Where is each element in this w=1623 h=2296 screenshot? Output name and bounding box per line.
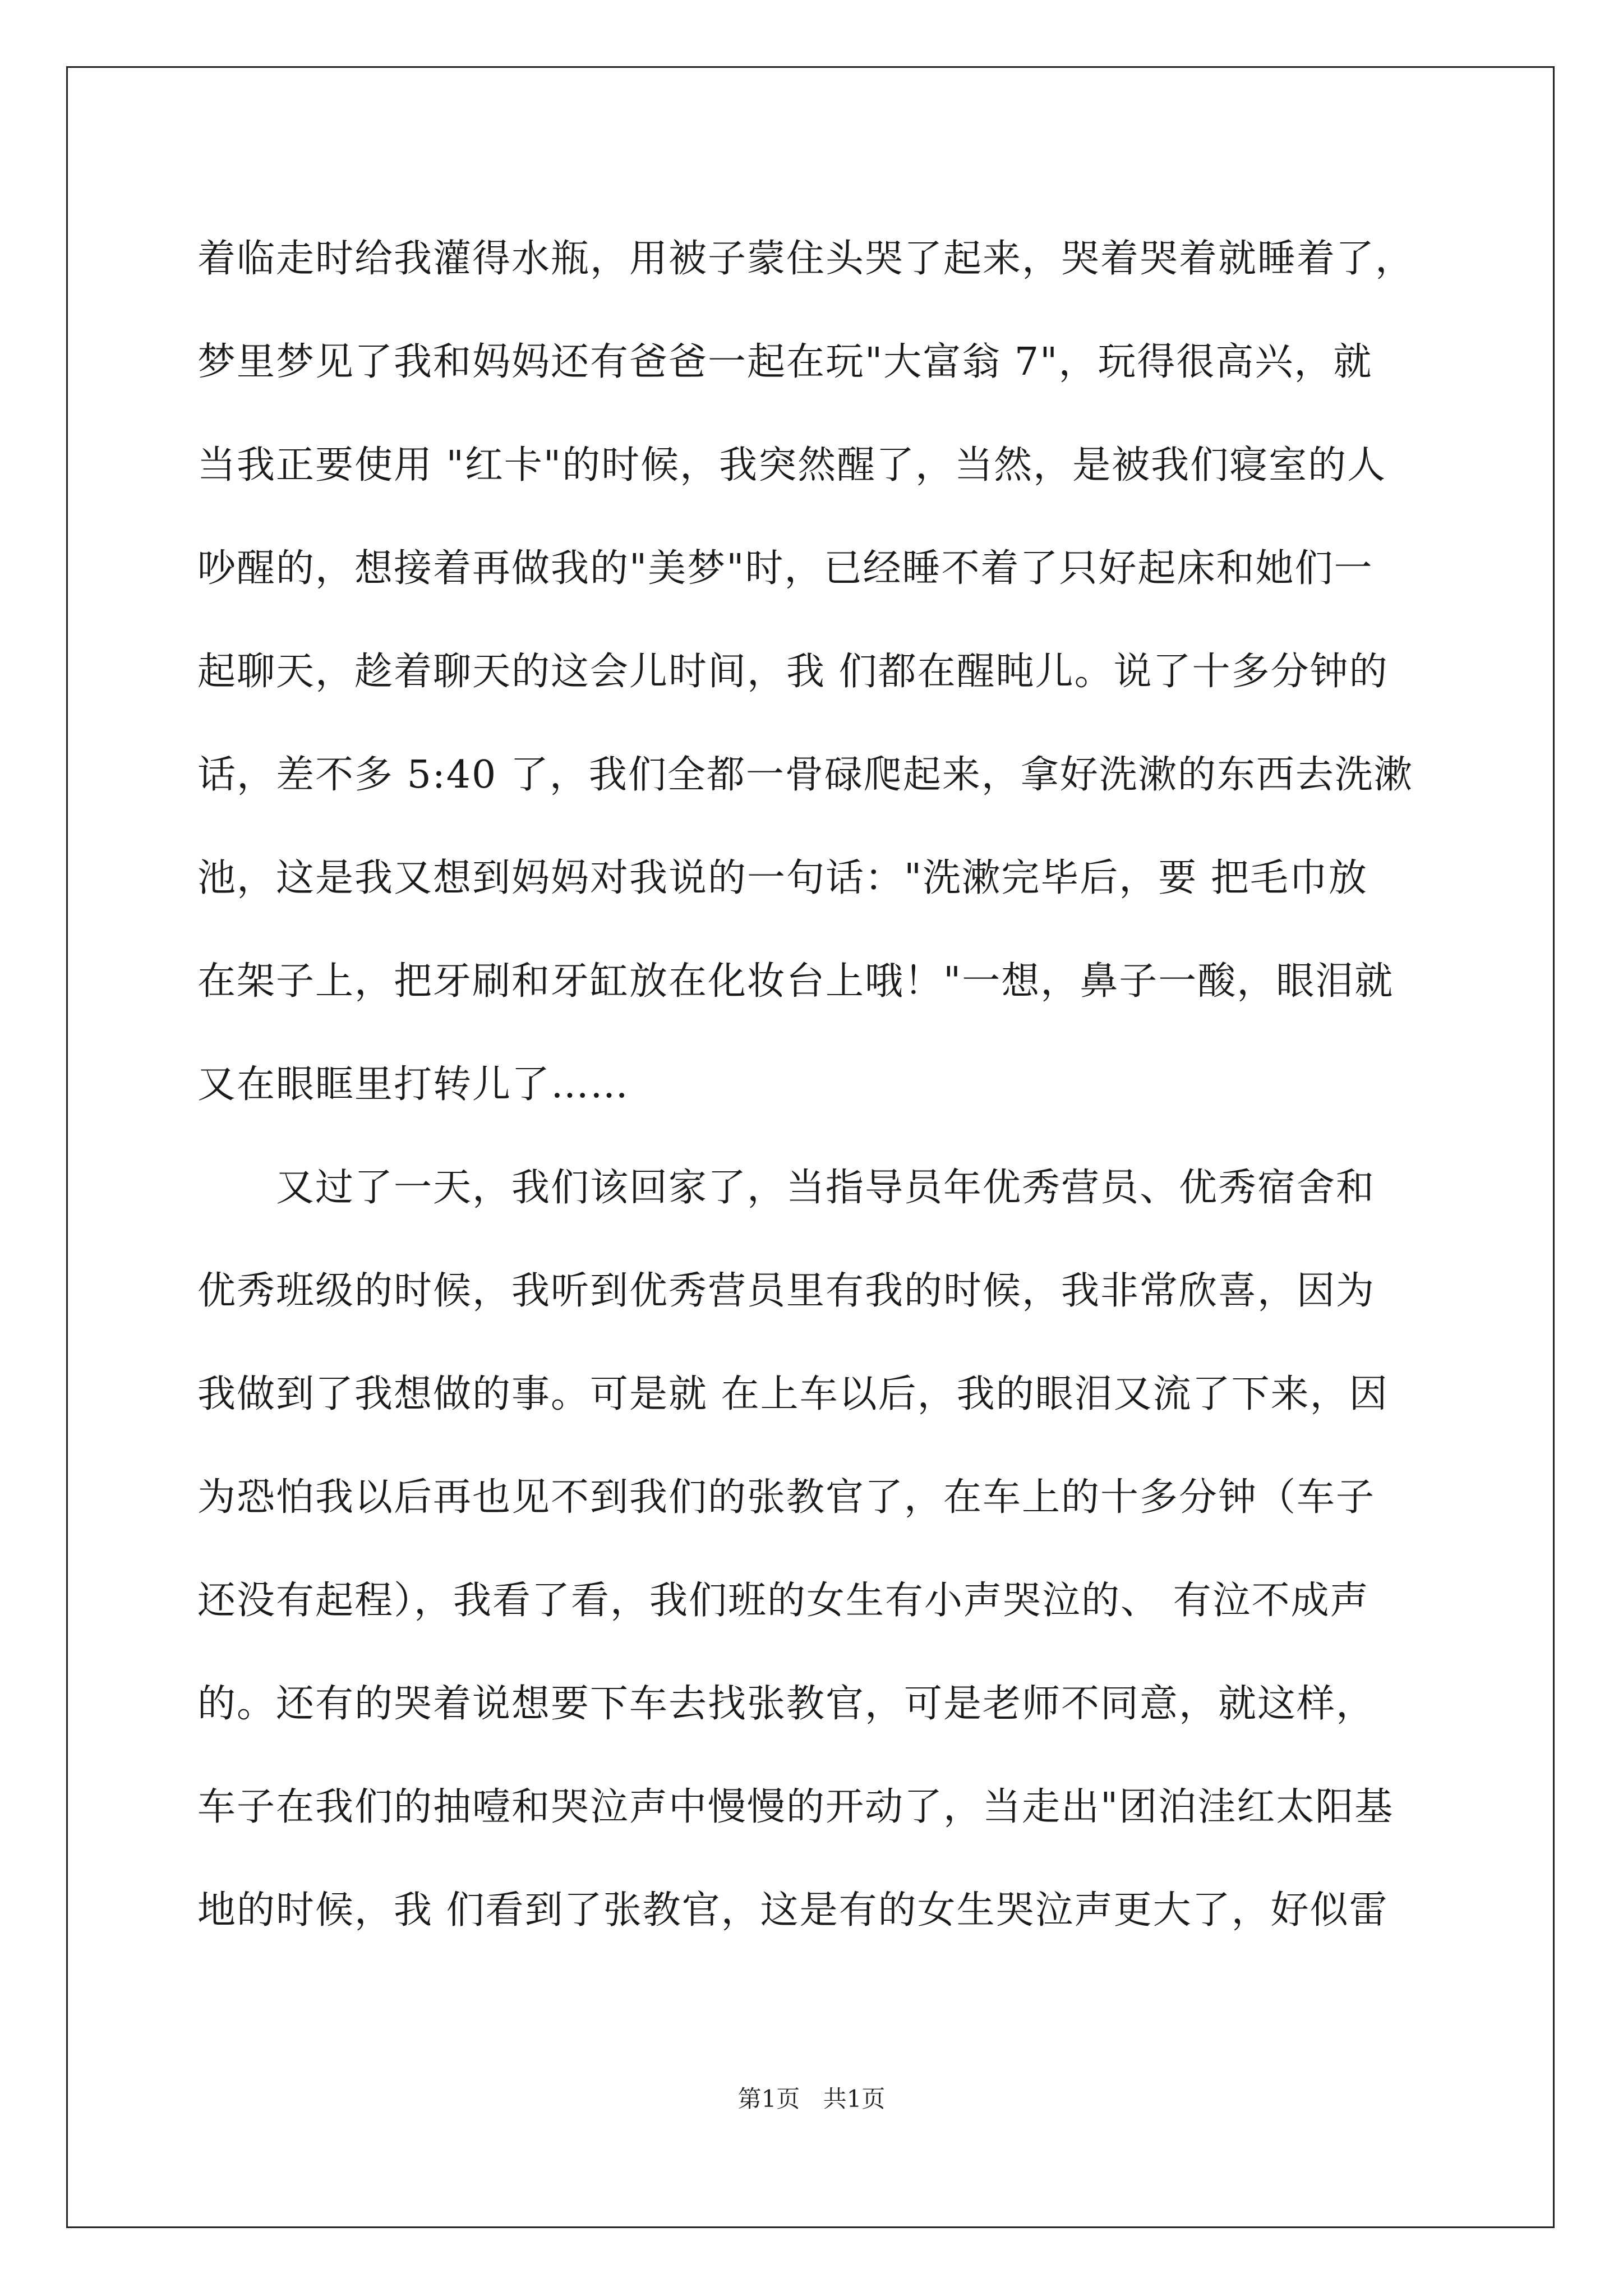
text-line: 的。还有的哭着说想要下车去找张教官，可是老师不同意，就这样，: [197, 1682, 1376, 1726]
text-line: 梦里梦见了我和妈妈还有爸爸一起在玩"大富翁 7"，玩得很高兴，就: [197, 340, 1373, 384]
text-line: 又在眼眶里打转儿了……: [197, 1062, 630, 1107]
text-line: 着临走时给我灌得水瓶，用被子蒙住头哭了起来，哭着哭着就睡着了，: [197, 237, 1415, 281]
text-line: 优秀班级的时候，我听到优秀营员里有我的时候，我非常欣喜，因为: [197, 1269, 1376, 1313]
text-line: 为恐怕我以后再也见不到我们的张教官了，在车上的十多分钟（车子: [197, 1475, 1376, 1520]
page-footer: [0, 2082, 1623, 2116]
text-line: 池，这是我又想到妈妈对我说的一句话："洗漱完毕后，要 把毛巾放: [197, 856, 1368, 900]
page-number-current: 第1页: [737, 2085, 800, 2113]
paragraph-start-line: 又过了一天，我们该回家了，当指导员年优秀营员、优秀宿舍和: [276, 1166, 1376, 1210]
text-line: 还没有起程），我看了看，我们班的女生有小声哭泣的、 有泣不成声: [197, 1579, 1370, 1623]
text-line: 地的时候，我 们看到了张教官，这是有的女生哭泣声更大了，好似雷: [197, 1888, 1389, 1932]
document-body: [197, 208, 1431, 1962]
text-line: 当我正要使用 "红卡"的时候，我突然醒了，当然，是被我们寝室的人: [197, 443, 1387, 487]
text-line: 起聊天，趁着聊天的这会儿时间，我 们都在醒盹儿。说了十多分钟的: [197, 650, 1389, 694]
page-number-total: 共1页: [823, 2085, 886, 2113]
text-line: 吵醒的，想接着再做我的"美梦"时，已经睡不着了只好起床和她们一: [197, 546, 1373, 591]
text-line: 在架子上，把牙刷和牙缸放在化妆台上哦！"一想，鼻子一酸，眼泪就: [197, 959, 1394, 1004]
text-line: 话，差不多 5:40 了，我们全都一骨碌爬起来，拿好洗漱的东西去洗漱: [197, 753, 1413, 797]
text-line: 我做到了我想做的事。可是就 在上车以后，我的眼泪又流了下来，因: [197, 1372, 1389, 1416]
text-line: 车子在我们的抽噎和哭泣声中慢慢的开动了，当走出"团泊洼红太阳基: [197, 1785, 1394, 1829]
